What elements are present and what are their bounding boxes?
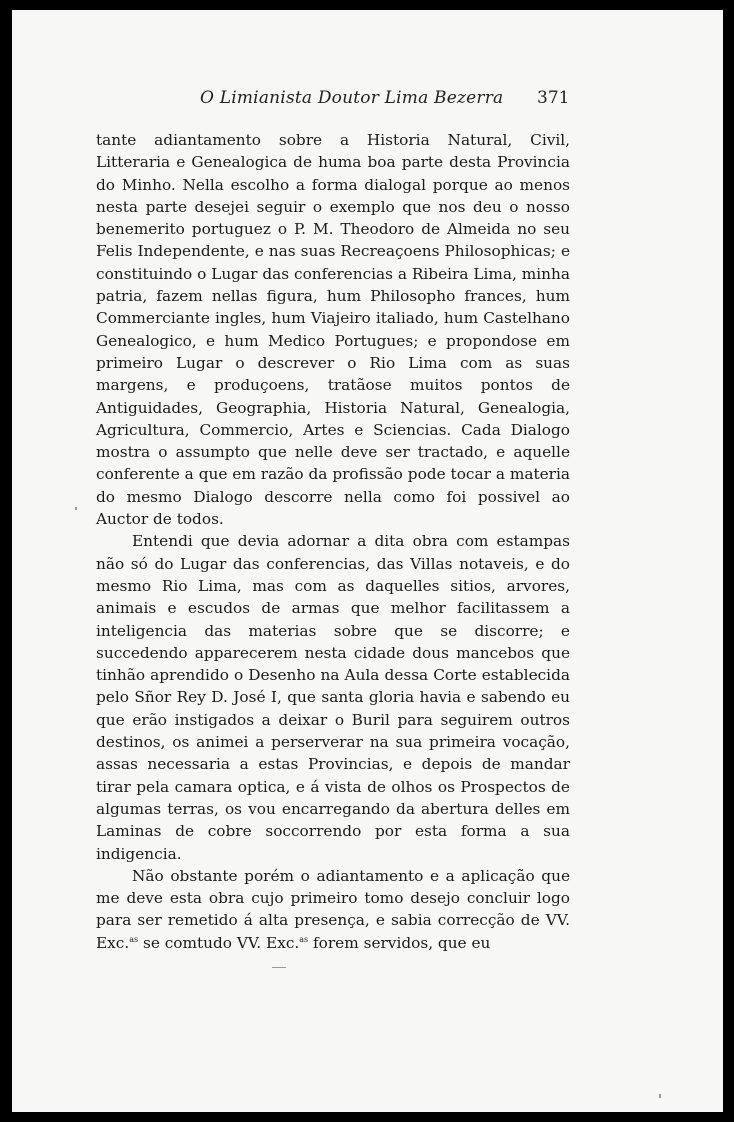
ink-speck xyxy=(75,507,77,510)
running-title: O Limianista Doutor Lima Bezerra xyxy=(200,88,504,108)
book-page xyxy=(12,10,723,1112)
paragraph-3-text-middle: se comtudo VV. Exc. xyxy=(138,933,300,952)
paragraph-1: tante adiantamento sobre a Historia Natural, Civil, Litteraria e Genealogica de huma boa parte desta Provincia do Minho. Nella escolho a forma dialogal porque ao menos nesta parte desejei seguir o exemplo que nos deu o nosso benemerito portuguez o P. M. Theodoro de Almeida no seu Felis Independente, e nas suas Recreaçoens Philosophicas; e constituindo o Lugar das conferencias a Ribeira Lima, minha patria, fazem nellas figura, hum Philosopho frances, hum Commerciante ingles, hum Viajeiro italiado, hum Castelhano Genealogico, e hum Medico Portugues; e propondose em primeiro Lugar o descrever o Rio Lima com as suas margens, e produçoens, tratãose muitos pontos de Antiguidades, Geographia, Historia Natural, Genealogia, Agricultura, Commercio, Artes e Sciencias. Cada Dialogo mostra o assumpto que nelle deve ser tractado, e aquelle conferente a que em razão da profissão pode tocar a materia do mesmo Dialogo descorre nella como foi possivel ao Auctor de todos. xyxy=(96,131,570,529)
page-number: 371 xyxy=(537,88,570,108)
body-text xyxy=(96,129,570,954)
running-head xyxy=(12,88,723,114)
superscript-as-1: as xyxy=(129,934,139,944)
paragraph-3-text-after: forem servidos, que eu xyxy=(308,933,491,952)
superscript-as-2: as xyxy=(299,934,309,944)
paragraph-3-text-before: Não obstante porém o adiantamento e a aplicação que me deve esta obra cujo primeiro tomo desejo concluir logo para ser remetido á alta presença, e sabia correcção de VV. Exc. xyxy=(96,866,570,952)
paragraph-2: Entendi que devia adornar a dita obra com estampas não só do Lugar das conferencias, das Villas notaveis, e do mesmo Rio Lima, mas com as daquelles sitios, arvores, animais e escudos de armas que melhor facilitassem a inteligencia das materias sobre que se discorre; e succedendo apparecerem nesta cidade dous mancebos que tinhão aprendido o Desenho na Aula dessa Corte establecida pelo Sñor Rey D. José I, que santa gloria havia e sabendo eu que erão instigados a deixar o Buril para seguirem outros destinos, os animei a perserverar na sua primeira vocação, assas necessaria a estas Provincias, e depois de mandar tirar pela camara optica, e á vista de olhos os Prospectos de algumas terras, os vou encarregando da abertura delles em Laminas de cobre soccorrendo por esta forma a sua indigencia. xyxy=(96,532,570,863)
paragraph-3 xyxy=(96,865,570,954)
ink-speck xyxy=(659,1094,661,1098)
ink-speck xyxy=(272,967,286,968)
